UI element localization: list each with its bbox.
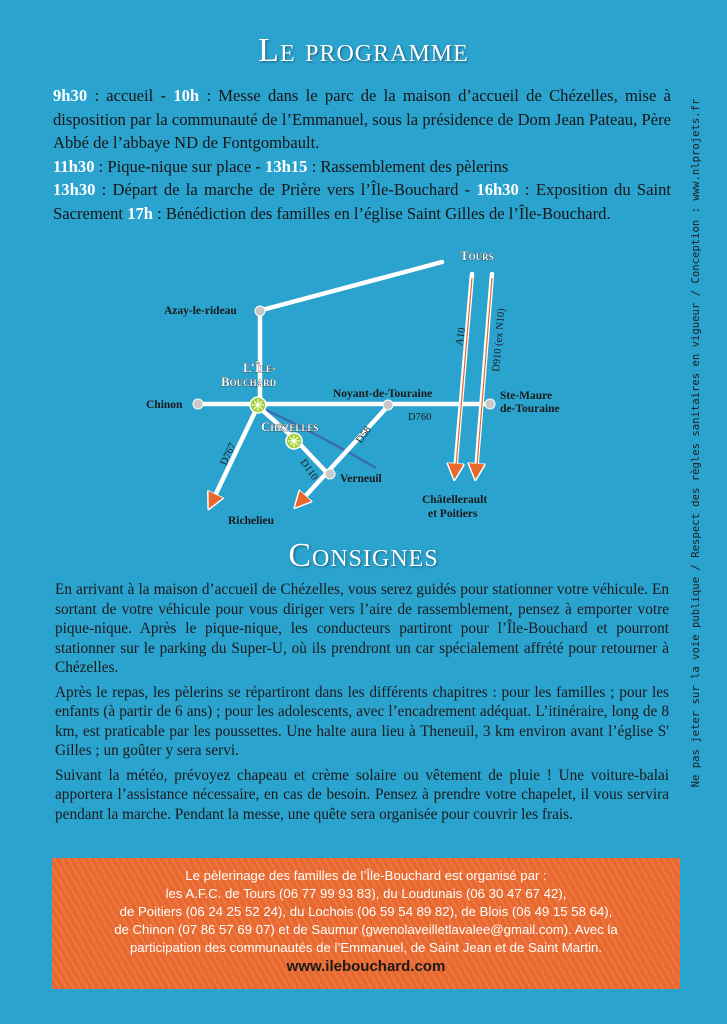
consignes-text — [55, 580, 669, 829]
label-ile-bouchard-1: L’Île- — [243, 360, 277, 375]
label-richelieu: Richelieu — [228, 515, 274, 527]
town-dot-ste-maure — [485, 399, 495, 409]
label-azay: Azay-le-rideau — [164, 305, 237, 317]
organizers-footer — [52, 858, 680, 989]
consignes-paragraph: Après le repas, les pèlerins se répartiront dans les différents chapitres : pour les familles ; pour les enfants (à partir de 6 ans) ; pour les adolescents, avec l’encadrement adéquat. L’itinéraire, long de 8 km, est praticable par les poussettes. Une halte aura lieu à Theneuil, 3 km environ avant l’église S' Gilles ; un goûter y sera servi. — [55, 683, 669, 759]
label-d910: D910 (ex N10) — [491, 307, 508, 373]
time: 13h15 — [265, 156, 308, 176]
time: 17h — [127, 203, 154, 223]
programme-title: Le programme — [258, 32, 469, 69]
footer-line: les A.F.C. de Tours (06 77 99 93 83), du Loudunais (06 30 47 67 42), — [165, 886, 567, 901]
footer-line: de Chinon (07 86 57 69 07) et de Saumur (gwenolaveilletlavalee@gmail.com). Avec la — [114, 922, 618, 937]
side-legal-label: Ne pas jeter sur la voie publique / Respect des règles sanitaires en vigueur / Conception : www.nlprojets.fr — [690, 98, 702, 788]
footer-line: participation des communautés de l’Emmanuel, de Saint Jean et de Saint Martin. — [129, 940, 603, 955]
town-dot-verneuil — [325, 469, 335, 479]
town-dot-azay — [255, 306, 265, 316]
programme-segment: : Départ de la marche de Prière vers l’Île-Bouchard - — [95, 180, 477, 199]
time: 13h30 — [53, 180, 96, 199]
label-ile-bouchard-2: Bouchard — [221, 374, 277, 389]
label-ste-maure-2: de-Touraine — [500, 403, 560, 415]
town-dot-chinon — [193, 399, 203, 409]
programme-segment: : Messe dans le parc de la maison d’accueil de Chézelles, mise à disposition par la communauté de l’Emmanuel, sous la présidence de Dom Jean Pateau, Père Abbé de l’abbaye ND de Fontgombault. — [53, 86, 671, 152]
time: 11h30 — [53, 156, 95, 176]
programme-segment: : Bénédiction des familles en l’église Saint Gilles de l’Île-Bouchard. — [153, 203, 611, 223]
road-tours-azay — [262, 262, 442, 310]
label-chezelles: Chézelles — [261, 419, 319, 434]
programme-segment: : accueil - — [87, 86, 174, 105]
programme-segment: : Pique-nique sur place - — [94, 156, 266, 176]
label-chatellerault-2: et Poitiers — [428, 508, 478, 520]
town-dot-noyant — [383, 400, 393, 410]
time: 16h30 — [476, 180, 519, 199]
marker-ile-bouchard — [250, 397, 266, 413]
time: 9h30 — [53, 86, 88, 105]
marker-chezelles — [286, 433, 302, 449]
footer-line: Le pèlerinage des familles de l’Île-Bouchard est organisé par : — [185, 868, 547, 883]
label-chatellerault-1: Châtellerault — [422, 494, 488, 506]
label-d760: D760 — [408, 412, 432, 423]
label-ste-maure-1: Ste-Maure — [500, 390, 553, 402]
time: 10h — [173, 86, 200, 105]
programme-segment: : Rassemblement des pèlerins — [307, 156, 509, 176]
consignes-paragraph: En arrivant à la maison d’accueil de Chézelles, vous serez guidés pour stationner votre véhicule. En sortant de votre véhicule pour vous diriger vers l’aire de rassemblement, pensez à emporter votre pique-nique. Après le pique-nique, les conducteurs partiront pour l’Île-Bouchard et pourront stationner sur le parking du Super-U, où ils prendront un car spécialement affrété pour retourner à Chézelles. — [55, 581, 669, 676]
programme-segment: : Exposition du Saint Sacrement — [53, 180, 671, 223]
label-d767: D767 — [218, 441, 239, 468]
label-tours: Tours — [460, 248, 494, 263]
side-legal-text — [681, 28, 711, 858]
website-link[interactable]: www.ilebouchard.com — [286, 958, 446, 975]
label-a10: A10 — [454, 326, 469, 347]
label-chinon: Chinon — [146, 399, 183, 411]
label-d58: D58 — [354, 424, 374, 446]
consignes-title: Consignes — [288, 537, 439, 574]
label-verneuil: Verneuil — [340, 473, 382, 485]
footer-line: de Poitiers (06 24 25 52 24), du Lochois (06 59 54 89 82), de Blois (06 49 15 58 64), — [119, 904, 613, 919]
label-noyant: Noyant-de-Touraine — [333, 388, 433, 400]
consignes-paragraph: Suivant la météo, prévoyez chapeau et crème solaire ou vêtement de pluie ! Une voiture-balai apportera l’assistance nécessaire, en cas de besoin. Pensez à prendre votre chapelet, il vous servira pendant la marche. Pendant la messe, une quête sera organisée pour couvrir les frais. — [55, 766, 669, 823]
label-d110: D110 — [297, 457, 320, 483]
